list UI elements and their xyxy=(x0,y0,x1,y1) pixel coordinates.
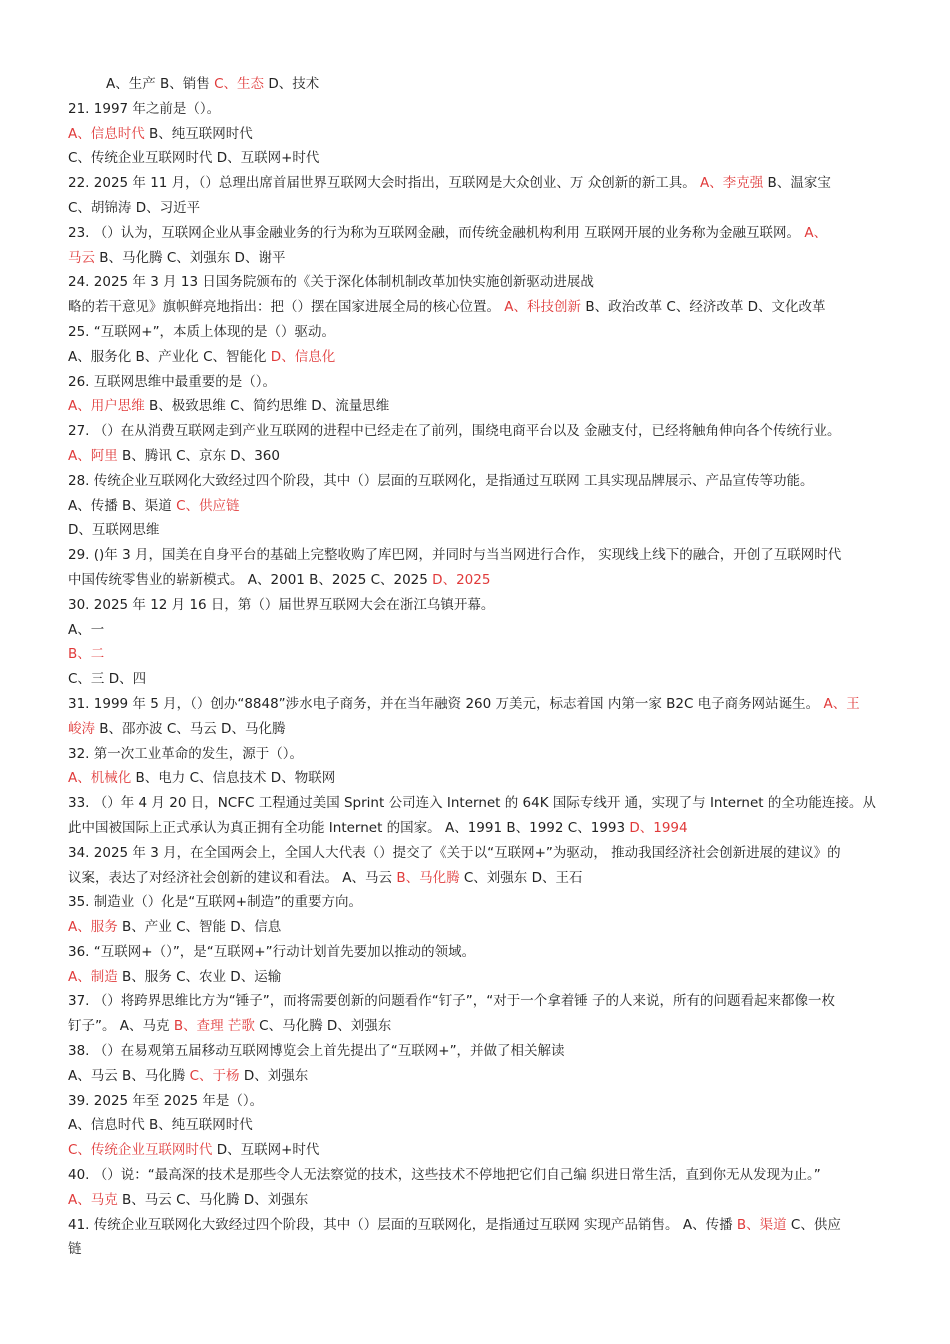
text-line xyxy=(68,122,884,147)
text-line xyxy=(68,692,884,717)
text-line xyxy=(68,221,884,246)
question-text: A、信息时代 B、纯互联网时代 xyxy=(68,1117,253,1134)
text-line xyxy=(68,295,884,320)
question-text: B、服务 C、农业 D、运输 xyxy=(117,968,282,985)
question-text: 钉子”。 A、马克 xyxy=(68,1018,174,1035)
question-text: 24. 2025 年 3 月 13 日国务院颁布的《关于深化体制机制改革加快实施创新驱动进展战 xyxy=(68,274,594,291)
text-line xyxy=(68,1014,884,1039)
question-text: C、供应 xyxy=(786,1216,841,1233)
text-line xyxy=(68,494,884,519)
answer-text: B、查理 芒歌 xyxy=(173,1018,255,1035)
document-body xyxy=(68,72,884,1262)
question-text: D、技术 xyxy=(264,76,320,92)
question-text: 33. （）年 4 月 20 日，NCFC 工程通过美国 Sprint 公司连入 Internet 的 64K 国际专线开 通，实现了与 Internet 的全功能连接。从 xyxy=(68,795,876,812)
question-text: B、电力 C、信息技术 D、物联网 xyxy=(131,770,336,787)
question-text: A、传播 B、渠道 xyxy=(68,497,177,514)
answer-text: 马云 xyxy=(68,249,95,266)
question-text: D、互联网思维 xyxy=(68,522,160,539)
question-text: 议案，表达了对经济社会创新的建议和看法。 A、马云 xyxy=(68,869,397,886)
answer-text: C、传统企业互联网时代 xyxy=(68,1142,213,1159)
question-text: 39. 2025 年至 2025 年是（）。 xyxy=(68,1092,264,1109)
question-text: 40. （）说：“最高深的技术是那些令人无法察觉的技术，这些技术不停地把它们自己编 织进日常生活，直到你无从发现为止。” xyxy=(68,1167,821,1184)
text-line xyxy=(68,742,884,767)
text-line xyxy=(68,890,884,915)
question-text: 链 xyxy=(68,1241,82,1258)
question-text: B、温家宝 xyxy=(763,175,831,192)
answer-text: D、1994 xyxy=(629,819,688,836)
text-line xyxy=(68,246,884,271)
question-text: 29. ()年 3 月，国美在自身平台的基础上完整收购了库巴网，并同时与当当网进行合作， 实现线上线下的融合，开创了互联网时代 xyxy=(68,547,842,564)
question-text: C、刘强东 D、王石 xyxy=(459,869,583,886)
question-text: 37. （）将跨界思维比方为“锤子”，而将需要创新的问题看作“钉子”，“对于一个拿着锤 子的人来说，所有的问题看起来都像一枚 xyxy=(68,993,836,1010)
question-text: C、胡锦涛 D、习近平 xyxy=(68,199,201,216)
text-line xyxy=(68,717,884,742)
text-line xyxy=(68,1089,884,1114)
text-line xyxy=(68,940,884,965)
text-line xyxy=(68,171,884,196)
question-text: 34. 2025 年 3 月，在全国两会上，全国人大代表（）提交了《关于以“互联网+”为驱动， 推动我国经济社会创新进展的建议》的 xyxy=(68,844,841,861)
text-line xyxy=(68,419,884,444)
text-line xyxy=(68,1163,884,1188)
text-line xyxy=(68,543,884,568)
text-line xyxy=(68,1039,884,1064)
question-text: 略的若干意见》旗帜鲜亮地指出：把（）摆在国家进展全局的核心位置。 xyxy=(68,299,505,316)
answer-text: A、阿里 xyxy=(68,447,118,464)
text-line xyxy=(68,394,884,419)
question-text: B、马云 C、马化腾 D、刘强东 xyxy=(117,1191,309,1208)
text-line xyxy=(68,97,884,122)
question-text: B、政治改革 C、经济改革 D、文化改革 xyxy=(581,299,826,316)
question-text: D、刘强东 xyxy=(239,1067,309,1084)
question-text: 中国传统零售业的崭新模式。 A、2001 B、2025 C、2025 xyxy=(68,571,433,588)
text-line xyxy=(68,1113,884,1138)
question-text: 22. 2025 年 11 月，（）总理出席首届世界互联网大会时指出，互联网是大众创业、万 众创新的新工具。 xyxy=(68,175,701,192)
text-line xyxy=(68,1064,884,1089)
question-text: 36. “互联网+（）”，是“互联网+”行动计划首先要加以推动的领域。 xyxy=(68,943,476,960)
text-line xyxy=(68,568,884,593)
answer-text: A、李克强 xyxy=(700,175,764,192)
answer-text: A、王 xyxy=(823,695,860,712)
answer-text: C、生态 xyxy=(214,76,265,92)
answer-text: A、科技创新 xyxy=(504,299,582,316)
question-text: B、邵亦波 C、马云 D、马化腾 xyxy=(95,720,286,737)
question-text: A、服务化 B、产业化 C、智能化 xyxy=(68,348,271,365)
text-line xyxy=(68,915,884,940)
text-line xyxy=(68,989,884,1014)
answer-text: 峻涛 xyxy=(68,720,95,737)
question-text: B、纯互联网时代 xyxy=(144,125,253,142)
question-text: A、生产 B、销售 xyxy=(106,76,215,92)
answer-text: A、 xyxy=(804,224,828,241)
answer-text: D、信息化 xyxy=(270,348,336,365)
question-text: D、互联网+时代 xyxy=(212,1142,320,1159)
answer-text: A、服务 xyxy=(68,919,118,936)
text-line xyxy=(68,766,884,791)
text-line xyxy=(68,518,884,543)
answer-text: D、2025 xyxy=(432,571,491,588)
text-line xyxy=(68,146,884,171)
question-text: 30. 2025 年 12 月 16 日，第（）届世界互联网大会在浙江乌镇开幕。 xyxy=(68,596,495,613)
text-line xyxy=(68,841,884,866)
question-text: A、一 xyxy=(68,621,105,638)
question-text: B、腾讯 C、京东 D、360 xyxy=(117,447,280,464)
answer-text: A、用户思维 xyxy=(68,398,145,415)
text-line xyxy=(68,667,884,692)
text-line xyxy=(68,1213,884,1238)
text-line xyxy=(68,866,884,891)
question-text: A、马云 B、马化腾 xyxy=(68,1067,190,1084)
text-line xyxy=(68,965,884,990)
question-text: B、产业 C、智能 D、信息 xyxy=(117,919,282,936)
question-text: B、极致思维 C、简约思维 D、流量思维 xyxy=(144,398,390,415)
question-text: 27. （）在从消费互联网走到产业互联网的进程中已经走在了前列，围绕电商平台以及 金融支付，已经将触角伸向各个传统行业。 xyxy=(68,423,841,440)
text-line xyxy=(68,370,884,395)
text-line xyxy=(68,791,884,816)
question-text: C、三 D、四 xyxy=(68,671,147,688)
question-text: 31. 1999 年 5 月，（）创办“8848”涉水电子商务，并在当年融资 260 万美元，标志着国 内第一家 B2C 电子商务网站诞生。 xyxy=(68,695,824,712)
answer-text: B、渠道 xyxy=(736,1216,787,1233)
text-line xyxy=(68,618,884,643)
question-text: B、马化腾 C、刘强东 D、谢平 xyxy=(95,249,286,266)
answer-text: B、马化腾 xyxy=(396,869,460,886)
text-line xyxy=(68,1237,884,1262)
text-line xyxy=(68,270,884,295)
answer-text: B、二 xyxy=(68,646,105,663)
text-line xyxy=(68,1188,884,1213)
question-text: 38. （）在易观第五届移动互联网博览会上首先提出了“互联网+”，并做了相关解读 xyxy=(68,1043,565,1060)
question-text: 26. 互联网思维中最重要的是（）。 xyxy=(68,373,277,390)
answer-text: A、制造 xyxy=(68,968,118,985)
answer-text: A、马克 xyxy=(68,1191,118,1208)
question-text: 35. 制造业（）化是“互联网+制造”的重要方向。 xyxy=(68,894,363,911)
text-line xyxy=(68,1138,884,1163)
question-text: 28. 传统企业互联网化大致经过四个阶段，其中（）层面的互联网化，是指通过互联网 工具实现品牌展示、产品宣传等功能。 xyxy=(68,472,814,489)
text-line xyxy=(68,816,884,841)
question-text: 25. “互联网+”，本质上体现的是（）驱动。 xyxy=(68,323,336,340)
answer-text: C、供应链 xyxy=(176,497,240,514)
text-line xyxy=(68,345,884,370)
text-line xyxy=(68,593,884,618)
text-line xyxy=(68,72,884,97)
text-line xyxy=(68,642,884,667)
question-text: C、马化腾 D、刘强东 xyxy=(254,1018,392,1035)
text-line xyxy=(68,320,884,345)
question-text: 此中国被国际上正式承认为真正拥有全功能 Internet 的国家。 A、1991 B、1992 C、1993 xyxy=(68,819,630,836)
question-text: 32. 第一次工业革命的发生，源于（）。 xyxy=(68,745,304,762)
question-text: 21. 1997 年之前是（）。 xyxy=(68,100,221,117)
answer-text: C、于杨 xyxy=(189,1067,240,1084)
text-line xyxy=(68,444,884,469)
question-text: 41. 传统企业互联网化大致经过四个阶段，其中（）层面的互联网化，是指通过互联网 实现产品销售。 A、传播 xyxy=(68,1216,737,1233)
answer-text: A、信息时代 xyxy=(68,125,145,142)
text-line xyxy=(68,469,884,494)
answer-text: A、机械化 xyxy=(68,770,132,787)
question-text: C、传统企业互联网时代 D、互联网+时代 xyxy=(68,150,320,167)
question-text: 23. （）认为，互联网企业从事金融业务的行为称为互联网金融，而传统金融机构利用 互联网开展的业务称为金融互联网。 xyxy=(68,224,805,241)
text-line xyxy=(68,196,884,221)
